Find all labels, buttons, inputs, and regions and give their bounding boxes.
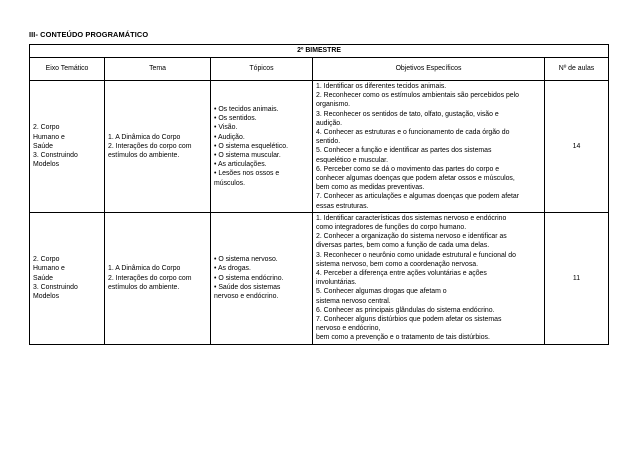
- objetivos-line: conhecer algumas doenças que podem afetar ossos e músculos,: [316, 175, 515, 183]
- tema-line: 2. Interações do corpo com: [108, 274, 192, 282]
- eixo-line: Saúde: [33, 274, 53, 282]
- cell-tema: [105, 81, 211, 213]
- objetivos-line: 7. Conhecer as articulações e algumas doenças que podem afetar: [316, 193, 520, 201]
- column-header-objetivos: Objetivos Específicos: [313, 58, 545, 81]
- objetivos-line: audição.: [316, 119, 343, 127]
- column-header-tema: Tema: [105, 58, 211, 81]
- cell-tema: [105, 212, 211, 344]
- objetivos-line: 5. Conhecer a função e identificar as partes dos sistemas: [316, 147, 492, 155]
- cell-topicos: [211, 81, 313, 213]
- objetivos-line: involuntárias.: [316, 279, 357, 287]
- objetivos-line: 4. Conhecer as estruturas e o funcionamento de cada órgão do: [316, 129, 510, 137]
- objetivos-line: sistema nervoso central.: [316, 297, 391, 305]
- objetivos-line: 6. Conhecer as principais glândulas do sistema endócrino.: [316, 306, 495, 314]
- topicos-line: • Os sentidos.: [214, 115, 257, 123]
- table-row: [30, 212, 609, 344]
- objetivos-line: esquelético e muscular.: [316, 156, 389, 164]
- eixo-line: Humano e: [33, 265, 65, 273]
- objetivos-line: bem como as medidas preventivas.: [316, 184, 425, 192]
- column-header-eixo: Eixo Temático: [30, 58, 105, 81]
- topicos-line: nervoso e endócrino.: [214, 293, 279, 301]
- cell-topicos: [211, 212, 313, 344]
- cell-eixo: [30, 212, 105, 344]
- objetivos-line: sistema nervoso, bem como a coordenação nervosa.: [316, 260, 479, 268]
- objetivos-line: 1. Identificar os diferentes tecidos animais.: [316, 83, 447, 90]
- column-header-topicos: Tópicos: [211, 58, 313, 81]
- tema-line: estímulos do ambiente.: [108, 152, 180, 160]
- tema-line: 1. A Dinâmica do Corpo: [108, 133, 181, 141]
- cell-objetivos: [313, 212, 545, 344]
- objetivos-line: essas estruturas.: [316, 202, 369, 210]
- topicos-line: • As drogas.: [214, 265, 251, 273]
- topicos-line: • As articulações.: [214, 161, 267, 169]
- objetivos-line: sentido.: [316, 138, 341, 146]
- tema-line: 2. Interações do corpo com: [108, 142, 192, 150]
- objetivos-line: 4. Perceber a diferença entre ações voluntárias e ações: [316, 270, 487, 278]
- objetivos-line: 2. Conhecer a organização do sistema nervoso e identificar as: [316, 233, 507, 241]
- topicos-line: músculos.: [214, 179, 246, 187]
- topicos-line: • O sistema esquelético.: [214, 142, 289, 150]
- objetivos-line: como integradores de funções do corpo humano.: [316, 224, 467, 232]
- cell-aulas: 14: [545, 81, 609, 213]
- objetivos-line: 2. Reconhecer como os estímulos ambientais são percebidos pelo: [316, 92, 520, 100]
- eixo-line: 3. Construindo: [33, 283, 78, 291]
- tema-line: estímulos do ambiente.: [108, 283, 180, 291]
- eixo-line: 2. Corpo: [33, 256, 60, 264]
- eixo-line: Modelos: [33, 293, 60, 301]
- eixo-line: Modelos: [33, 161, 60, 169]
- cell-objetivos: [313, 81, 545, 213]
- column-header-row: [30, 58, 609, 81]
- cell-eixo: [30, 81, 105, 213]
- bimestre-header: 2º BIMESTRE: [30, 45, 609, 58]
- objetivos-line: 5. Conhecer algumas drogas que afetam o: [316, 288, 447, 296]
- topicos-line: • O sistema endócrino.: [214, 274, 284, 282]
- topicos-line: • Os tecidos animais.: [214, 106, 279, 113]
- cell-aulas: 11: [545, 212, 609, 344]
- objetivos-line: 3. Reconhecer o neurônio como unidade estrutural e funcional do: [316, 251, 516, 259]
- eixo-line: Humano e: [33, 133, 65, 141]
- objetivos-line: nervoso e endócrino,: [316, 325, 381, 333]
- topicos-line: • Lesões nos ossos e: [214, 170, 280, 178]
- objetivos-line: bem como a prevenção e o tratamento de tais distúrbios.: [316, 334, 490, 342]
- tema-line: 1. A Dinâmica do Corpo: [108, 265, 181, 273]
- objetivos-line: 7. Conhecer alguns distúrbios que podem afetar os sistemas: [316, 316, 502, 324]
- section-title: III- CONTEÚDO PROGRAMÁTICO: [29, 30, 149, 39]
- objetivos-line: 6. Perceber como se dá o movimento das partes do corpo e: [316, 165, 500, 173]
- eixo-line: 2. Corpo: [33, 124, 60, 132]
- table-row: [30, 81, 609, 213]
- topicos-line: • Audição.: [214, 133, 245, 141]
- column-header-aulas: Nº de aulas: [545, 58, 609, 81]
- topicos-line: • Visão.: [214, 124, 238, 132]
- eixo-line: Saúde: [33, 142, 53, 150]
- content-table: [29, 44, 609, 345]
- objetivos-line: 1. Identificar características dos sistemas nervoso e endócrino: [316, 214, 507, 222]
- objetivos-line: organismo.: [316, 101, 351, 109]
- eixo-line: 3. Construindo: [33, 152, 78, 160]
- objetivos-line: 3. Reconhecer os sentidos de tato, olfato, gustação, visão e: [316, 110, 499, 118]
- topicos-line: • O sistema muscular.: [214, 152, 281, 160]
- topicos-line: • Saúde dos sistemas: [214, 283, 281, 291]
- topicos-line: • O sistema nervoso.: [214, 256, 278, 264]
- objetivos-line: diversas partes, bem como a função de cada uma delas.: [316, 242, 490, 250]
